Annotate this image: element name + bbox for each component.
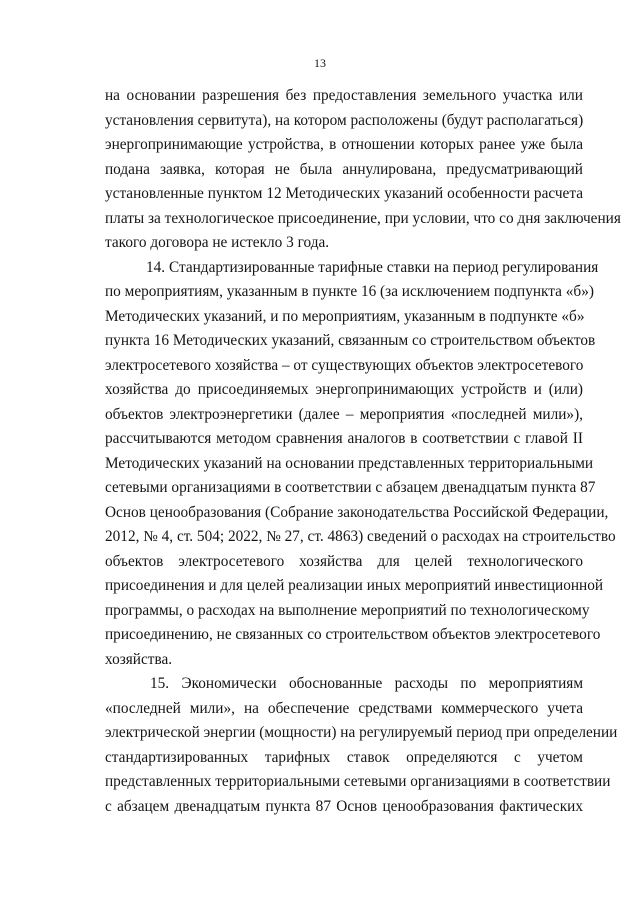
text-line: объектов электроэнергетики (далее – мероприятия «последней мили»), (105, 405, 583, 423)
text-line: электрической энергии (мощности) на регулируемый период при определении (105, 724, 618, 741)
text-line: установления сервитута), на котором расположены (будут располагаться) (105, 111, 584, 129)
text-line: хозяйства до присоединяемых энергопринимающих устройств и (или) (105, 381, 583, 398)
paragraph-14-heading: 14. Стандартизированные тарифные ставки на период регулирования (146, 258, 599, 276)
text-line: «последней мили», на обеспечение средствами коммерческого учета (105, 699, 583, 717)
text-line: платы за технологическое присоединение, при условии, что со дня заключения (105, 209, 621, 227)
text-line: установленные пунктом 12 Методических указаний особенности расчета (105, 185, 583, 202)
text-line: 2012, № 4, ст. 504; 2022, № 27, ст. 4863) сведений о расходах на строительство (105, 528, 616, 545)
text-line: по мероприятиям, указанным в пункте 16 (за исключением подпункта «б») (105, 283, 594, 300)
text-line: такого договора не истекло 3 года. (105, 234, 330, 251)
text-line: на основании разрешения без предоставления земельного участка или (105, 87, 583, 104)
text-line: сетевыми организациями в соответствии с абзацем двенадцатым пункта 87 (105, 479, 596, 496)
text-line: подана заявка, которая не была аннулирована, предусматривающий (105, 160, 583, 178)
text-line: объектов электросетевого хозяйства для целей технологического (105, 552, 583, 570)
text-line: Методических указаний на основании представленных территориальными (105, 454, 594, 472)
text-line: энергопринимающие устройства, в отношении которых ранее уже была (105, 136, 583, 153)
text-line: пункта 16 Методических указаний, связанным со строительством объектов (105, 332, 596, 349)
text-line: с абзацем двенадцатым пункта 87 Основ ценообразования фактических (105, 797, 583, 815)
text-line: представленных территориальными сетевыми организациями в соответствии (105, 773, 611, 790)
text-line: стандартизированных тарифных ставок определяются с учетом (105, 748, 583, 766)
text-line: хозяйства. (105, 650, 173, 668)
text-line: Основ ценообразования (Собрание законодательства Российской Федерации, (105, 503, 609, 521)
document-body (105, 84, 621, 819)
text-line: присоединению, не связанных со строительством объектов электросетевого (105, 626, 601, 643)
text-line: рассчитываются методом сравнения аналогов в соответствии с главой II (105, 430, 583, 447)
text-line: электросетевого хозяйства – от существующих объектов электросетевого (105, 356, 584, 374)
text-line: Методических указаний, и по мероприятиям, указанным в подпункте «б» (105, 307, 585, 325)
page-number: 13 (314, 56, 326, 70)
paragraph-15-heading: 15. Экономически обоснованные расходы по мероприятиям (150, 675, 583, 692)
text-line: программы, о расходах на выполнение мероприятий по технологическому (105, 601, 590, 619)
text-line: присоединения и для целей реализации иных мероприятий инвестиционной (105, 577, 604, 594)
